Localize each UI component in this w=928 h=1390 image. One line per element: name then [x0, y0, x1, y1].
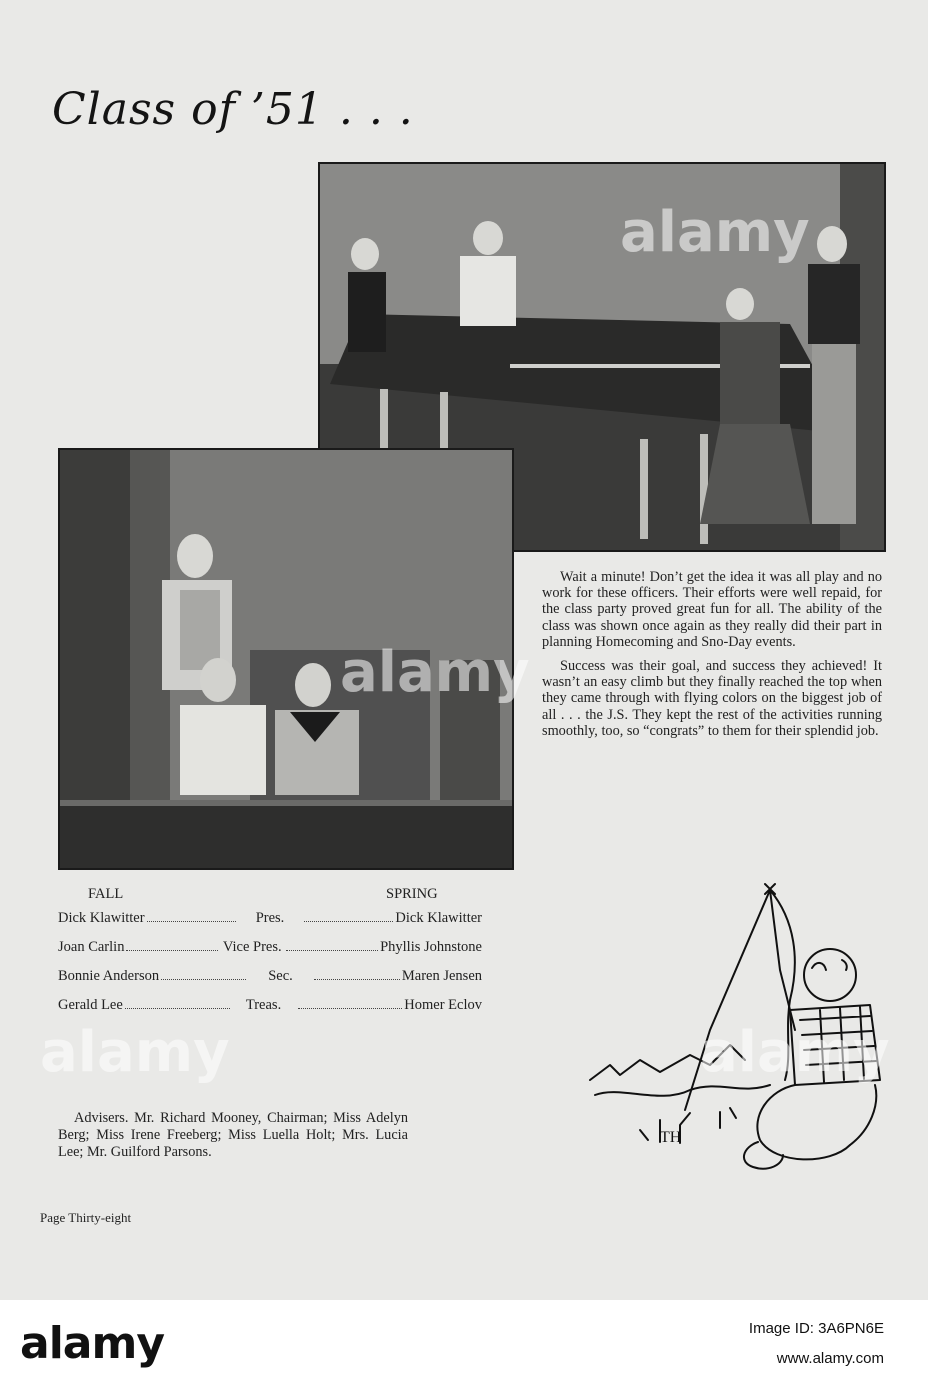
leader-dots: [314, 979, 399, 980]
artist-signature: TH: [660, 1129, 682, 1146]
fall-officer: Joan Carlin: [58, 939, 125, 955]
leader-dots: [298, 1008, 403, 1009]
fall-officer: Dick Klawitter: [58, 910, 145, 926]
page-number: Page Thirty-eight: [40, 1210, 132, 1225]
spring-officer: Maren Jensen: [401, 968, 483, 984]
leader-dots: [147, 921, 236, 922]
spring-heading: SPRING: [386, 886, 438, 902]
alamy-logo: alamy: [20, 1318, 164, 1369]
advisers-text: Advisers. Mr. Richard Mooney, Chairman; Miss Adelyn Berg; Miss Irene Freeberg; Miss Luella Holt; Mrs. Lucia Lee; Mr. Guilford Parsons.: [58, 1110, 408, 1160]
watermark: alamy: [700, 1020, 890, 1085]
fall-officer: Bonnie Anderson: [58, 968, 160, 984]
leader-dots: [125, 1008, 230, 1009]
fall-officer: Gerald Lee: [58, 997, 123, 1013]
officers-photo: [58, 448, 514, 870]
image-id: Image ID: 3A6PN6E: [748, 1320, 884, 1337]
officer-row: [58, 968, 482, 997]
officers-list: [58, 886, 482, 1026]
spring-officer: Phyllis Johnstone: [380, 939, 482, 955]
office-title: Treas.: [245, 997, 282, 1013]
leader-dots: [304, 921, 393, 922]
leader-dots: [286, 950, 378, 951]
officer-row: [58, 939, 482, 968]
stock-url: www.alamy.com: [776, 1350, 884, 1367]
body-text: [542, 569, 882, 747]
watermark: alamy: [40, 1020, 230, 1085]
office-title: Pres.: [255, 910, 285, 926]
officer-row: [58, 910, 482, 939]
spring-officer: Homer Eclov: [404, 997, 482, 1013]
page-title: Class of ’51 . . .: [52, 84, 414, 135]
stock-footer: [0, 1300, 928, 1390]
officers-header: [58, 886, 482, 910]
leader-dots: [126, 950, 218, 951]
watermark: alamy: [620, 200, 810, 265]
office-title: Vice Pres.: [222, 939, 282, 955]
leader-dots: [161, 979, 246, 980]
paragraph-1: Wait a minute! Don’t get the idea it was all play and no work for these officers. Their efforts were well repaid, for the class party proved great fun for all. The ability of the class was shown once again as they really did their part in planning Homecoming and Sno-Day events.: [542, 569, 882, 650]
spring-officer: Dick Klawitter: [395, 910, 482, 926]
fall-heading: FALL: [88, 886, 124, 902]
office-title: Sec.: [268, 968, 293, 984]
watermark: alamy: [340, 640, 530, 705]
paragraph-2: Success was their goal, and success they achieved! It wasn’t an easy climb but they finally reached the top when they came through with flying colors on the biggest job of all . . . the J.S. They kept the rest of the activities running smoothly, too, so “congrats” to them for their splendid job.: [542, 658, 882, 739]
officer-row: [58, 997, 482, 1026]
climbing-boy-drawing: [580, 880, 900, 1180]
